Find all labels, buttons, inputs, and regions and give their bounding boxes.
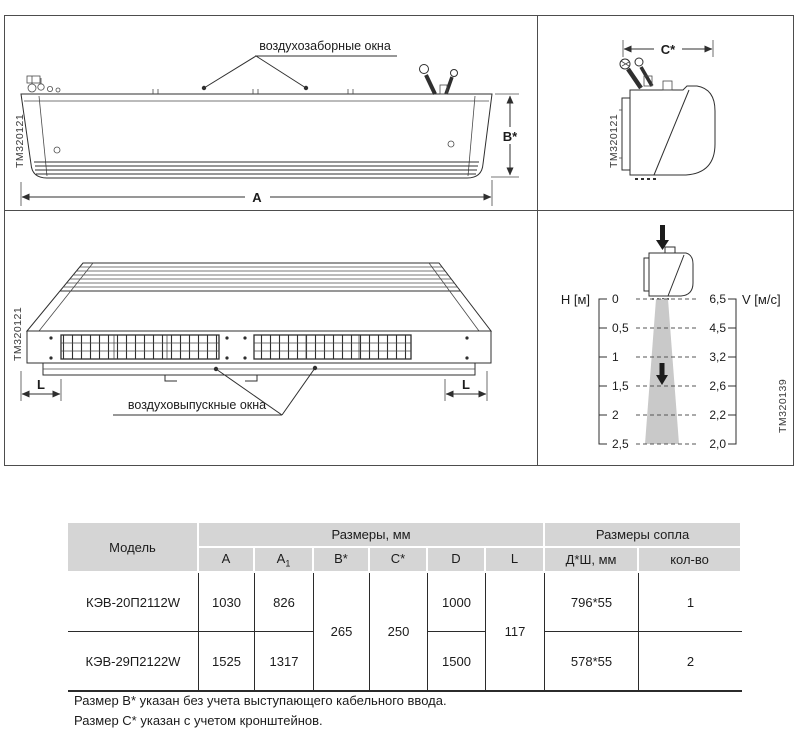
footnote-c: Размер C* указан с учетом кронштейнов. <box>74 712 323 728</box>
h-tick: 1,5 <box>612 379 629 393</box>
outlet-grille-right <box>254 335 411 359</box>
front-view-drawing <box>5 16 537 210</box>
air-curtain-bottom-outline <box>27 263 491 381</box>
h-tick: 0,5 <box>612 321 629 335</box>
outlet-windows-label: воздуховыпускные окна <box>127 398 267 412</box>
cable-gland-fittings <box>420 65 458 95</box>
outlet-window-marker <box>214 367 218 371</box>
code-tm320121: TM320121 <box>12 306 24 361</box>
c-merged-cell: 250 <box>370 573 428 692</box>
code-tm320121: TM320121 <box>608 113 620 168</box>
nozzle-qty-cell: 2 <box>639 632 742 692</box>
air-curtain-front-outline <box>21 89 492 178</box>
l-merged-cell: 117 <box>486 573 545 692</box>
dimension-b <box>491 94 524 177</box>
b-merged-cell: 265 <box>314 573 370 692</box>
code-tm320139: TM320139 <box>777 378 789 433</box>
panel-front-view <box>4 15 538 211</box>
intake-windows-label: воздухозаборные окна <box>259 39 391 53</box>
outlet-window-marker <box>313 366 317 370</box>
intake-window-marker <box>202 86 206 90</box>
header-nozzle-sizes: Размеры сопла <box>545 523 742 548</box>
cable-gland-fittings <box>620 58 652 88</box>
a-cell: 1030 <box>199 573 255 632</box>
h-axis-label: H [м] <box>560 292 590 307</box>
valve-fittings <box>27 76 60 92</box>
panel-bottom-view <box>4 210 538 466</box>
header-col-a: A <box>199 548 255 573</box>
footnote-b: Размер B* указан без учета выступающего кабельного ввода. <box>74 693 447 708</box>
side-view-drawing <box>538 16 793 210</box>
h-axis <box>561 292 629 451</box>
dimension-c <box>623 40 713 57</box>
down-arrow-icon <box>656 225 669 250</box>
header-col-nozzle-qty: кол-во <box>639 548 742 573</box>
header-col-c: C* <box>370 548 428 573</box>
nozzle-size-cell: 796*55 <box>545 573 639 632</box>
header-col-b: B* <box>314 548 370 573</box>
airflow-chart <box>538 211 793 465</box>
header-col-l: L <box>486 548 545 573</box>
a1-cell: 826 <box>255 573 314 632</box>
d-cell: 1000 <box>428 573 486 632</box>
header-col-nozzle-size: Д*Ш, мм <box>545 548 639 573</box>
intake-window-marker <box>304 86 308 90</box>
dim-l-left-label: L <box>37 377 45 392</box>
outlet-grille-left <box>61 335 219 359</box>
panel-airflow-chart <box>537 210 794 466</box>
panel-side-view <box>537 15 794 211</box>
dim-l-right-label: L <box>462 377 470 392</box>
header-sizes-mm: Размеры, мм <box>199 523 545 548</box>
dim-b-label: B* <box>502 129 518 144</box>
v-tick: 6,5 <box>709 292 726 306</box>
table-row <box>68 573 742 632</box>
code-tm320121: TM320121 <box>14 113 26 168</box>
air-curtain-side-outline <box>619 81 715 180</box>
v-axis-label: V [м/с] <box>742 292 781 307</box>
header-col-a1: $A_1$ <box>255 548 314 573</box>
model-cell: КЭВ-29П2122W <box>68 632 199 692</box>
dimensions-table <box>68 523 742 692</box>
bottom-view-drawing <box>5 211 537 465</box>
air-curtain-unit-icon <box>644 247 693 300</box>
nozzle-qty-cell: 1 <box>639 573 742 632</box>
footnotes <box>74 691 447 730</box>
v-tick: 3,2 <box>709 350 726 364</box>
h-tick: 0 <box>612 292 619 306</box>
v-tick: 4,5 <box>709 321 726 335</box>
a1-cell: 1317 <box>255 632 314 692</box>
a-cell: 1525 <box>199 632 255 692</box>
dim-c-label: C* <box>660 42 676 57</box>
header-col-d: D <box>428 548 486 573</box>
h-tick: 2 <box>612 408 619 422</box>
dimension-a <box>21 180 492 206</box>
h-tick: 1 <box>612 350 619 364</box>
v-axis <box>709 292 780 451</box>
v-tick: 2,0 <box>709 437 726 451</box>
d-cell: 1500 <box>428 632 486 692</box>
nozzle-size-cell: 578*55 <box>545 632 639 692</box>
v-tick: 2,6 <box>709 379 726 393</box>
dim-a-label: A <box>252 190 262 205</box>
model-cell: КЭВ-20П2112W <box>68 573 199 632</box>
header-model: Модель <box>68 523 199 573</box>
v-tick: 2,2 <box>709 408 726 422</box>
h-tick: 2,5 <box>612 437 629 451</box>
